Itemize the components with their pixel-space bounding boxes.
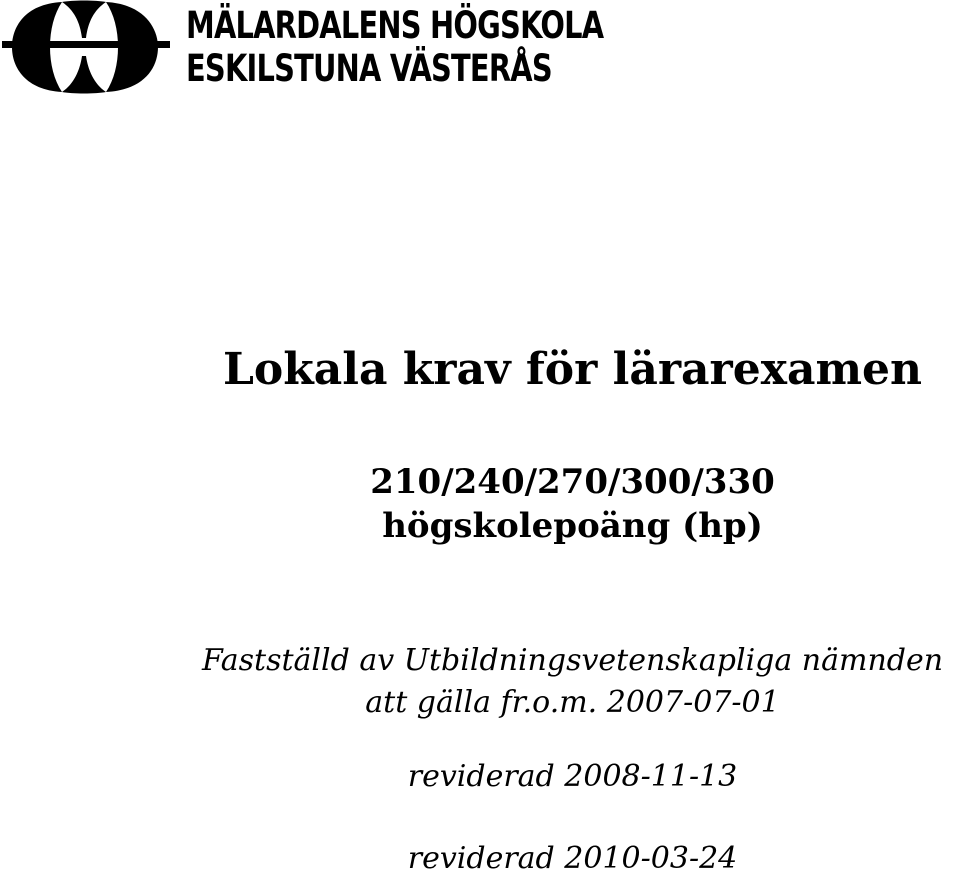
university-logo — [0, 0, 604, 100]
credits-unit: högskolepoäng (hp) — [382, 506, 763, 546]
credits-values: 210/240/270/300/330 — [370, 462, 775, 502]
credits-block — [0, 460, 960, 548]
document-title: Lokala krav för lärarexamen — [222, 344, 923, 395]
logo-line-1: MÄLARDALENS HÖGSKOLA — [186, 4, 604, 47]
revision-date-2: reviderad 2010-03-24 — [407, 841, 738, 876]
university-logo-text — [186, 4, 603, 90]
established-by: Fastställd av Utbildningsvetenskapliga nämnden — [201, 643, 944, 678]
established-block — [0, 640, 960, 724]
valid-from: att gälla fr.o.m. 2007-07-01 — [365, 685, 780, 720]
logo-line-2: ESKILSTUNA VÄSTERÅS — [186, 47, 552, 90]
revision-date-1: reviderad 2008-11-13 — [407, 759, 738, 794]
university-logo-mark-icon — [2, 0, 170, 94]
